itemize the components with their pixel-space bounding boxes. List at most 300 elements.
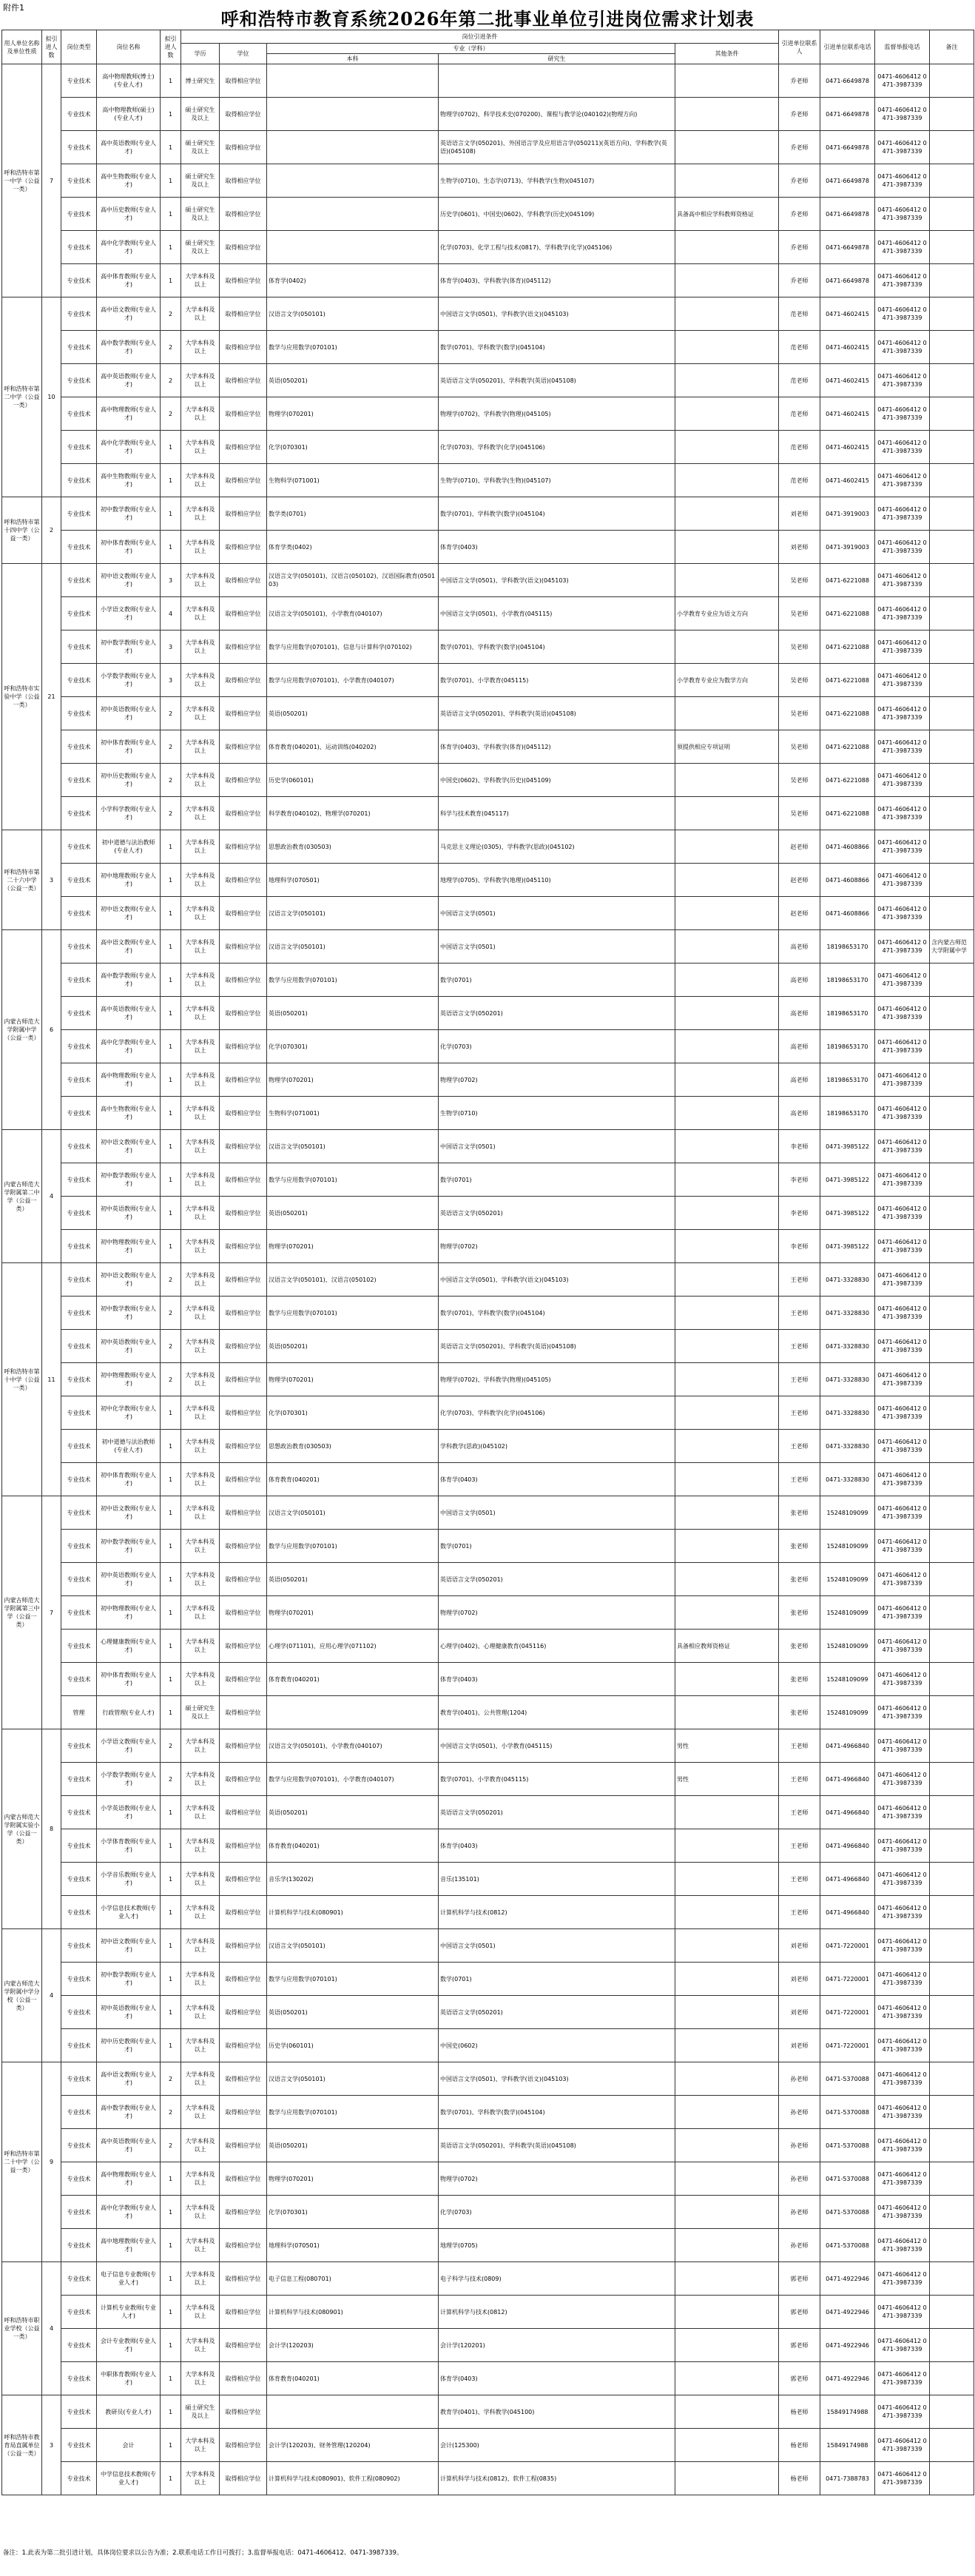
- supervise-phone-cell: 0471-4606412 0471-3987339: [875, 264, 930, 297]
- contact-cell: 张老师: [779, 1630, 820, 1663]
- phone-cell: 0471-4608866: [820, 830, 875, 864]
- other-condition-cell: [675, 1163, 779, 1197]
- post-type-cell: 专业技术: [61, 630, 97, 664]
- supervise-phone-cell: 0471-4606412 0471-3987339: [875, 630, 930, 664]
- post-count-cell: 1: [161, 1496, 181, 1530]
- grad-major-cell: 体育学(0403): [439, 1663, 675, 1696]
- contact-cell: 范老师: [779, 297, 820, 331]
- post-count-cell: 2: [161, 1763, 181, 1796]
- grad-major-cell: 物理学(0702): [439, 1596, 675, 1630]
- phone-cell: 0471-4922946: [820, 2296, 875, 2329]
- grad-major-cell: 中国语言文学(0501)、学科教学(语文)(045103): [439, 1263, 675, 1297]
- post-type-cell: 专业技术: [61, 1396, 97, 1430]
- supervise-phone-cell: 0471-4606412 0471-3987339: [875, 2229, 930, 2262]
- other-condition-cell: [675, 1063, 779, 1097]
- other-condition-cell: [675, 1130, 779, 1163]
- contact-cell: 李老师: [779, 1230, 820, 1263]
- degree2-cell: 取得相应学位: [220, 1763, 267, 1796]
- degree2-cell: 取得相应学位: [220, 264, 267, 297]
- grad-major-cell: 体育学(0403): [439, 1463, 675, 1496]
- post-name-cell: 小学信息技术教师(专业人才): [97, 1896, 161, 1929]
- phone-cell: 0471-5370088: [820, 2162, 875, 2196]
- supervise-phone-cell: 0471-4606412 0471-3987339: [875, 1963, 930, 1996]
- phone-cell: 18198653170: [820, 964, 875, 997]
- employer-name-cell: 呼和浩特市第二十中学（公益一类）: [2, 2062, 42, 2262]
- degree-cell: 大学本科及以上: [181, 864, 220, 897]
- post-name-cell: 初中历史教师(专业人才): [97, 764, 161, 797]
- undergrad-major-cell: 历史学(060101): [267, 2029, 439, 2062]
- table-row: [2, 98, 974, 131]
- contact-cell: 吴老师: [779, 764, 820, 797]
- post-name-cell: 高中英语教师(专业人才): [97, 997, 161, 1030]
- post-name-cell: 初中道德与法治教师(专业人才): [97, 1430, 161, 1463]
- phone-cell: 15849174988: [820, 2395, 875, 2429]
- supervise-phone-cell: 0471-4606412 0471-3987339: [875, 2162, 930, 2196]
- post-name-cell: 高中化学教师(专业人才): [97, 2196, 161, 2229]
- grad-major-cell: 数学(0701)、学科教学(数学)(045104): [439, 2096, 675, 2129]
- post-name-cell: 高中生物教师(专业人才): [97, 164, 161, 198]
- employer-count-cell: 3: [42, 2395, 61, 2495]
- degree2-cell: 取得相应学位: [220, 964, 267, 997]
- table-row: [2, 564, 974, 597]
- table-row: [2, 2362, 974, 2395]
- post-count-cell: 1: [161, 930, 181, 964]
- undergrad-major-cell: 计算机科学与技术(080901)、软件工程(080902): [267, 2462, 439, 2495]
- supervise-phone-cell: 0471-4606412 0471-3987339: [875, 2462, 930, 2495]
- post-name-cell: 高中生物教师(专业人才): [97, 1097, 161, 1130]
- contact-cell: 王老师: [779, 1896, 820, 1929]
- undergrad-major-cell: 地理科学(070501): [267, 864, 439, 897]
- contact-cell: 吴老师: [779, 730, 820, 764]
- phone-cell: 0471-5370088: [820, 2229, 875, 2262]
- contact-cell: 王老师: [779, 1363, 820, 1396]
- grad-major-cell: 马克思主义理论(0305)、学科教学(思政)(045102): [439, 830, 675, 864]
- remark-cell: [930, 2462, 974, 2495]
- phone-cell: 0471-4966840: [820, 1896, 875, 1929]
- degree-cell: 大学本科及以上: [181, 2296, 220, 2329]
- degree2-cell: 取得相应学位: [220, 331, 267, 364]
- degree-cell: 大学本科及以上: [181, 764, 220, 797]
- supervise-phone-cell: 0471-4606412 0471-3987339: [875, 1063, 930, 1097]
- table-row: [2, 1763, 974, 1796]
- degree2-cell: 取得相应学位: [220, 1929, 267, 1963]
- post-type-cell: 专业技术: [61, 1829, 97, 1863]
- degree2-cell: 取得相应学位: [220, 2096, 267, 2129]
- undergrad-major-cell: [267, 1696, 439, 1729]
- post-type-cell: 专业技术: [61, 1630, 97, 1663]
- undergrad-major-cell: 数学与应用数学(070101): [267, 964, 439, 997]
- post-type-cell: 专业技术: [61, 2362, 97, 2395]
- contact-cell: 高老师: [779, 997, 820, 1030]
- phone-cell: 0471-3985122: [820, 1230, 875, 1263]
- degree2-cell: 取得相应学位: [220, 1163, 267, 1197]
- employer-name-cell: 内蒙古师范大学附属中学分校（公益一类）: [2, 1929, 42, 2062]
- degree2-cell: 取得相应学位: [220, 1330, 267, 1363]
- post-type-cell: 专业技术: [61, 1496, 97, 1530]
- post-count-cell: 1: [161, 164, 181, 198]
- undergrad-major-cell: 科学教育(040102)、物理学(070201): [267, 797, 439, 830]
- grad-major-cell: 会计学(120201): [439, 2329, 675, 2362]
- remark-cell: [930, 1630, 974, 1663]
- contact-cell: 高老师: [779, 964, 820, 997]
- undergrad-major-cell: 数学与应用数学(070101)、小学教育(040107): [267, 664, 439, 697]
- phone-cell: 0471-7220001: [820, 1963, 875, 1996]
- supervise-phone-cell: 0471-4606412 0471-3987339: [875, 131, 930, 164]
- post-count-cell: 1: [161, 1796, 181, 1829]
- degree2-cell: 取得相应学位: [220, 2062, 267, 2096]
- contact-cell: 张老师: [779, 1596, 820, 1630]
- phone-cell: 0471-6649878: [820, 98, 875, 131]
- grad-major-cell: 数学(0701): [439, 1163, 675, 1197]
- supervise-phone-cell: 0471-4606412 0471-3987339: [875, 2362, 930, 2395]
- employer-name-cell: 呼和浩特市第十中学（公益一类）: [2, 1263, 42, 1496]
- post-type-cell: 专业技术: [61, 164, 97, 198]
- grad-major-cell: 体育学(0403): [439, 2362, 675, 2395]
- undergrad-major-cell: 英语(050201): [267, 2129, 439, 2162]
- contact-cell: 范老师: [779, 331, 820, 364]
- other-condition-cell: 具备相应教师资格证: [675, 1630, 779, 1663]
- degree2-cell: 取得相应学位: [220, 1130, 267, 1163]
- post-type-cell: 专业技术: [61, 1963, 97, 1996]
- post-count-cell: 1: [161, 464, 181, 497]
- grad-major-cell: 英语语言文学(050201): [439, 1996, 675, 2029]
- other-condition-cell: [675, 397, 779, 431]
- remark-cell: [930, 1463, 974, 1496]
- post-count-cell: 1: [161, 1996, 181, 2029]
- contact-cell: 王老师: [779, 1330, 820, 1363]
- post-count-cell: 1: [161, 2029, 181, 2062]
- undergrad-major-cell: 汉语言文学(050101)、小学教育(040107): [267, 1729, 439, 1763]
- supervise-phone-cell: 0471-4606412 0471-3987339: [875, 1596, 930, 1630]
- degree2-cell: 取得相应学位: [220, 464, 267, 497]
- phone-cell: 0471-3328830: [820, 1297, 875, 1330]
- contact-cell: 郭老师: [779, 2329, 820, 2362]
- table-row: [2, 1563, 974, 1596]
- contact-cell: 范老师: [779, 397, 820, 431]
- contact-cell: 高老师: [779, 1063, 820, 1097]
- post-type-cell: 专业技术: [61, 431, 97, 464]
- table-row: [2, 2162, 974, 2196]
- other-condition-cell: [675, 2096, 779, 2129]
- post-name-cell: 初中数学教师(专业人才): [97, 630, 161, 664]
- degree-cell: 大学本科及以上: [181, 2462, 220, 2495]
- phone-cell: 0471-6221088: [820, 564, 875, 597]
- supervise-phone-cell: 0471-4606412 0471-3987339: [875, 1463, 930, 1496]
- phone-cell: 0471-4966840: [820, 1763, 875, 1796]
- table-row: [2, 497, 974, 531]
- supervise-phone-cell: 0471-4606412 0471-3987339: [875, 664, 930, 697]
- undergrad-major-cell: 物理学(070201): [267, 397, 439, 431]
- supervise-phone-cell: 0471-4606412 0471-3987339: [875, 1796, 930, 1829]
- other-condition-cell: [675, 364, 779, 397]
- post-name-cell: 初中英语教师(专业人才): [97, 1330, 161, 1363]
- post-type-cell: 专业技术: [61, 2429, 97, 2462]
- degree2-cell: 取得相应学位: [220, 164, 267, 198]
- post-name-cell: 高中语文教师(专业人才): [97, 930, 161, 964]
- phone-cell: 0471-4608866: [820, 864, 875, 897]
- post-name-cell: 高中物理教师(专业人才): [97, 1063, 161, 1097]
- degree2-cell: 取得相应学位: [220, 64, 267, 98]
- table-row: [2, 2096, 974, 2129]
- degree-cell: 大学本科及以上: [181, 2162, 220, 2196]
- phone-cell: 0471-4922946: [820, 2262, 875, 2296]
- contact-cell: 杨老师: [779, 2395, 820, 2429]
- grad-major-cell: 地理学(0705)、学科教学(地理)(045110): [439, 864, 675, 897]
- post-type-cell: 专业技术: [61, 797, 97, 830]
- post-name-cell: 高中化学教师(专业人才): [97, 231, 161, 264]
- remark-cell: [930, 1030, 974, 1063]
- post-type-cell: 专业技术: [61, 231, 97, 264]
- post-name-cell: 高中英语教师(专业人才): [97, 364, 161, 397]
- post-name-cell: 行政管理(专业人才): [97, 1696, 161, 1729]
- contact-cell: 高老师: [779, 930, 820, 964]
- post-count-cell: 1: [161, 1230, 181, 1263]
- employer-name-cell: 内蒙古师范大学附属中学（公益一类）: [2, 930, 42, 1130]
- undergrad-major-cell: 体育教育(040201): [267, 1663, 439, 1696]
- supervise-phone-cell: 0471-4606412 0471-3987339: [875, 2129, 930, 2162]
- grad-major-cell: 化学(0703)、学科教学(化学)(045106): [439, 431, 675, 464]
- degree2-cell: 取得相应学位: [220, 564, 267, 597]
- undergrad-major-cell: 汉语言文学(050101): [267, 1496, 439, 1530]
- phone-cell: 18198653170: [820, 997, 875, 1030]
- undergrad-major-cell: 会计学(120203)、财务管理(120204): [267, 2429, 439, 2462]
- post-name-cell: 高中化学教师(专业人才): [97, 431, 161, 464]
- supervise-phone-cell: 0471-4606412 0471-3987339: [875, 2062, 930, 2096]
- supervise-phone-cell: 0471-4606412 0471-3987339: [875, 1630, 930, 1663]
- degree2-cell: 取得相应学位: [220, 2262, 267, 2296]
- table-row: [2, 2129, 974, 2162]
- post-name-cell: 会计专业教师(专业人才): [97, 2329, 161, 2362]
- supervise-phone-cell: 0471-4606412 0471-3987339: [875, 331, 930, 364]
- grad-major-cell: 中国语言文学(0501): [439, 1929, 675, 1963]
- grad-major-cell: 中国语言文学(0501)、学科教学(语文)(045103): [439, 297, 675, 331]
- post-count-cell: 1: [161, 1197, 181, 1230]
- phone-cell: 0471-6649878: [820, 131, 875, 164]
- remark-cell: [930, 1763, 974, 1796]
- post-count-cell: 1: [161, 1163, 181, 1197]
- table-row: [2, 1796, 974, 1829]
- post-type-cell: 专业技术: [61, 764, 97, 797]
- employer-count-cell: 10: [42, 297, 61, 497]
- post-count-cell: 1: [161, 1863, 181, 1896]
- grad-major-cell: 会计(125300): [439, 2429, 675, 2462]
- degree-cell: 大学本科及以上: [181, 1663, 220, 1696]
- post-type-cell: 专业技术: [61, 264, 97, 297]
- post-type-cell: 专业技术: [61, 2096, 97, 2129]
- post-type-cell: 专业技术: [61, 1430, 97, 1463]
- contact-cell: 张老师: [779, 1530, 820, 1563]
- grad-major-cell: 学科教学(思政)(045102): [439, 1430, 675, 1463]
- post-name-cell: 高中数学教师(专业人才): [97, 964, 161, 997]
- undergrad-major-cell: 思想政治教育(030503): [267, 1430, 439, 1463]
- contact-cell: 范老师: [779, 464, 820, 497]
- table-row: [2, 2429, 974, 2462]
- grad-major-cell: 中国语言文学(0501)、学科教学(语文)(045103): [439, 2062, 675, 2096]
- remark-cell: [930, 2029, 974, 2062]
- other-condition-cell: 须提供相应专项证明: [675, 730, 779, 764]
- contact-cell: 王老师: [779, 1729, 820, 1763]
- post-name-cell: 高中化学教师(专业人才): [97, 1030, 161, 1063]
- undergrad-major-cell: 生物科学(071001): [267, 1097, 439, 1130]
- undergrad-major-cell: 体育教育(040201)、运动训练(040202): [267, 730, 439, 764]
- remark-cell: [930, 1197, 974, 1230]
- other-condition-cell: [675, 1030, 779, 1063]
- table-row: [2, 297, 974, 331]
- post-name-cell: 小学英语教师(专业人才): [97, 1796, 161, 1829]
- post-count-cell: 2: [161, 730, 181, 764]
- employer-count-cell: 8: [42, 1729, 61, 1929]
- contact-cell: 赵老师: [779, 864, 820, 897]
- supervise-phone-cell: 0471-4606412 0471-3987339: [875, 1230, 930, 1263]
- grad-major-cell: 英语语言文学(050201): [439, 1563, 675, 1596]
- grad-major-cell: 体育学(0403): [439, 531, 675, 564]
- grad-major-cell: 生物学(0710)、生态学(0713)、学科教学(生物)(045107): [439, 164, 675, 198]
- table-row: [2, 464, 974, 497]
- post-type-cell: 专业技术: [61, 2229, 97, 2262]
- post-type-cell: 专业技术: [61, 2296, 97, 2329]
- post-name-cell: 初中数学教师(专业人才): [97, 1963, 161, 1996]
- contact-cell: 刘老师: [779, 531, 820, 564]
- employer-count-cell: 6: [42, 930, 61, 1130]
- phone-cell: 18198653170: [820, 1030, 875, 1063]
- post-type-cell: 专业技术: [61, 1563, 97, 1596]
- post-name-cell: 小学科学教师(专业人才): [97, 797, 161, 830]
- other-condition-cell: [675, 797, 779, 830]
- degree2-cell: 取得相应学位: [220, 1996, 267, 2029]
- phone-cell: 0471-4966840: [820, 1829, 875, 1863]
- table-row: [2, 1996, 974, 2029]
- table-row: [2, 1063, 974, 1097]
- degree2-cell: 取得相应学位: [220, 697, 267, 730]
- undergrad-major-cell: 地理科学(070501): [267, 2229, 439, 2262]
- post-count-cell: 1: [161, 830, 181, 864]
- degree-cell: 大学本科及以上: [181, 1396, 220, 1430]
- supervise-phone-cell: 0471-4606412 0471-3987339: [875, 1297, 930, 1330]
- post-type-cell: 专业技术: [61, 2262, 97, 2296]
- post-name-cell: 初中英语教师(专业人才): [97, 1197, 161, 1230]
- remark-cell: [930, 864, 974, 897]
- post-name-cell: 中学信息技术教师(专业人才): [97, 2462, 161, 2495]
- undergrad-major-cell: 思想政治教育(030503): [267, 830, 439, 864]
- degree-cell: 大学本科及以上: [181, 2262, 220, 2296]
- post-name-cell: 高中体育教师(专业人才): [97, 264, 161, 297]
- degree-cell: 大学本科及以上: [181, 2329, 220, 2362]
- grad-major-cell: 英语语言文学(050201)、学科教学(英语)(045108): [439, 2129, 675, 2162]
- undergrad-major-cell: 体育学类(0402): [267, 531, 439, 564]
- degree-cell: 大学本科及以上: [181, 1763, 220, 1796]
- supervise-phone-cell: 0471-4606412 0471-3987339: [875, 2262, 930, 2296]
- remark-cell: [930, 1896, 974, 1929]
- post-count-cell: 4: [161, 597, 181, 630]
- contact-cell: 郭老师: [779, 2262, 820, 2296]
- undergrad-major-cell: 数学与应用数学(070101): [267, 331, 439, 364]
- table-row: [2, 364, 974, 397]
- grad-major-cell: 中国语言文学(0501)、学科教学(语文)(045103): [439, 564, 675, 597]
- grad-major-cell: 化学(0703)、学科教学(化学)(045106): [439, 1396, 675, 1430]
- contact-cell: 王老师: [779, 1863, 820, 1896]
- degree-cell: 大学本科及以上: [181, 2429, 220, 2462]
- post-count-cell: 1: [161, 2395, 181, 2429]
- supervise-phone-cell: 0471-4606412 0471-3987339: [875, 364, 930, 397]
- post-count-cell: 1: [161, 2329, 181, 2362]
- post-name-cell: 初中语文教师(专业人才): [97, 1496, 161, 1530]
- remark-cell: [930, 964, 974, 997]
- other-condition-cell: [675, 1596, 779, 1630]
- table-row: [2, 1929, 974, 1963]
- post-type-cell: 专业技术: [61, 1463, 97, 1496]
- phone-cell: 0471-4966840: [820, 1863, 875, 1896]
- post-type-cell: 专业技术: [61, 1929, 97, 1963]
- post-type-cell: 专业技术: [61, 830, 97, 864]
- remark-cell: [930, 198, 974, 231]
- post-name-cell: 高中物理教师(博士)(专业人才): [97, 64, 161, 98]
- supervise-phone-cell: 0471-4606412 0471-3987339: [875, 597, 930, 630]
- phone-cell: 0471-5370088: [820, 2062, 875, 2096]
- contact-cell: 张老师: [779, 1663, 820, 1696]
- other-condition-cell: [675, 1829, 779, 1863]
- degree2-cell: 取得相应学位: [220, 2362, 267, 2395]
- table-body: [2, 64, 974, 2495]
- phone-cell: 0471-4602415: [820, 431, 875, 464]
- remark-cell: [930, 1396, 974, 1430]
- degree2-cell: 取得相应学位: [220, 2229, 267, 2262]
- post-name-cell: 小学数学教师(专业人才): [97, 1763, 161, 1796]
- table-row: [2, 2229, 974, 2262]
- degree-cell: 大学本科及以上: [181, 1496, 220, 1530]
- degree-cell: 大学本科及以上: [181, 2029, 220, 2062]
- supervise-phone-cell: 0471-4606412 0471-3987339: [875, 1263, 930, 1297]
- post-count-cell: 1: [161, 231, 181, 264]
- other-condition-cell: [675, 2162, 779, 2196]
- employer-count-cell: 21: [42, 564, 61, 830]
- remark-cell: [930, 331, 974, 364]
- remark-cell: [930, 564, 974, 597]
- supervise-phone-cell: 0471-4606412 0471-3987339: [875, 1330, 930, 1363]
- grad-major-cell: 计算机科学与技术(0812)、软件工程(0835): [439, 2462, 675, 2495]
- phone-cell: 15248109099: [820, 1696, 875, 1729]
- post-type-cell: 专业技术: [61, 1263, 97, 1297]
- post-type-cell: 专业技术: [61, 464, 97, 497]
- degree2-cell: 取得相应学位: [220, 1796, 267, 1829]
- degree-cell: 硕士研究生及以上: [181, 98, 220, 131]
- post-count-cell: 1: [161, 1829, 181, 1863]
- supervise-phone-cell: 0471-4606412 0471-3987339: [875, 1896, 930, 1929]
- post-count-cell: 2: [161, 697, 181, 730]
- remark-cell: [930, 1996, 974, 2029]
- post-type-cell: 专业技术: [61, 1796, 97, 1829]
- post-count-cell: 1: [161, 2262, 181, 2296]
- degree-cell: 大学本科及以上: [181, 2096, 220, 2129]
- post-name-cell: 高中英语教师(专业人才): [97, 131, 161, 164]
- post-name-cell: 初中地理教师(专业人才): [97, 864, 161, 897]
- post-name-cell: 初中语文教师(专业人才): [97, 1130, 161, 1163]
- remark-cell: [930, 797, 974, 830]
- other-condition-cell: [675, 830, 779, 864]
- undergrad-major-cell: 英语(050201): [267, 1996, 439, 2029]
- phone-cell: 0471-3985122: [820, 1163, 875, 1197]
- contact-cell: 王老师: [779, 1796, 820, 1829]
- post-type-cell: 专业技术: [61, 1330, 97, 1363]
- other-condition-cell: [675, 1363, 779, 1396]
- grad-major-cell: 化学(0703)、化学工程与技术(0817)、学科教学(化学)(045106): [439, 231, 675, 264]
- degree2-cell: 取得相应学位: [220, 1230, 267, 1263]
- post-type-cell: 专业技术: [61, 1729, 97, 1763]
- other-condition-cell: [675, 431, 779, 464]
- post-name-cell: 初中道德与法治教师(专业人才): [97, 830, 161, 864]
- supervise-phone-cell: 0471-4606412 0471-3987339: [875, 1496, 930, 1530]
- supervise-phone-cell: 0471-4606412 0471-3987339: [875, 2096, 930, 2129]
- phone-cell: 0471-3328830: [820, 1263, 875, 1297]
